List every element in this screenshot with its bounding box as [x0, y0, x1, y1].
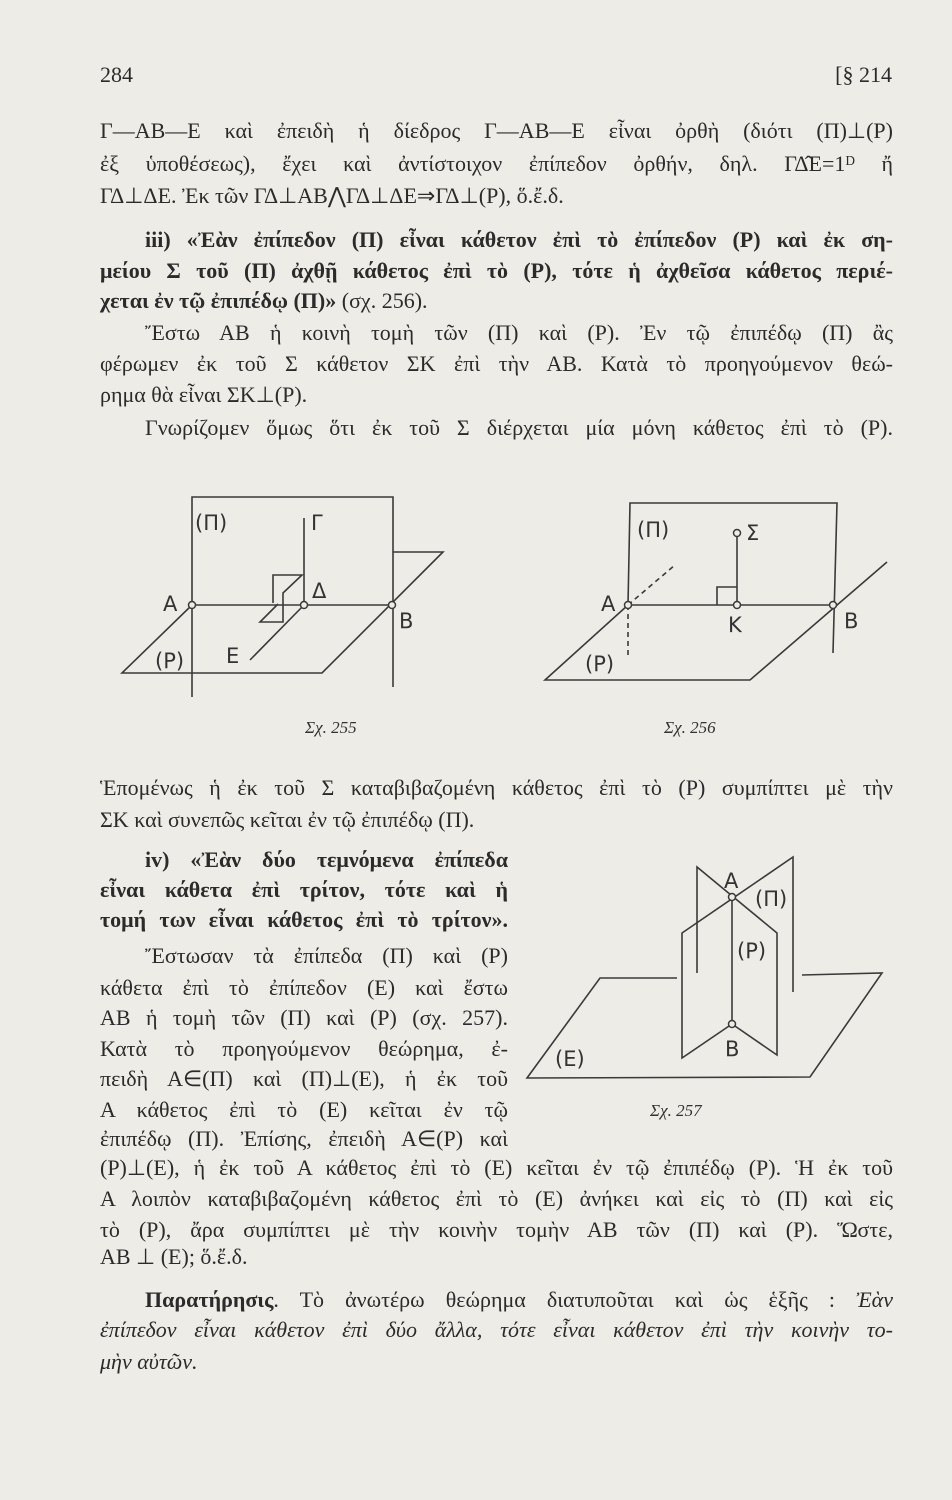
remark-text: . Τὸ ἀνωτέρω θεώρημα διατυποῦται καὶ ὡς ἑξῆς : [273, 1287, 857, 1312]
point-a [625, 602, 632, 609]
label-gamma: Γ [311, 511, 323, 535]
point-k [734, 602, 741, 609]
label-e: Ε [226, 644, 240, 668]
text-line: ΓΔ⊥ΔΕ. Ἐκ τῶν ΓΔ⊥ΑΒ⋀ΓΔ⊥ΔΕ⇒ΓΔ⊥(Ρ), ὅ.ἔ.δ. [100, 183, 564, 208]
theorem-text: χεται ἐν τῷ ἐπιπέδῳ (Π)» [100, 288, 337, 313]
figure-caption: Σχ. 257 [650, 1101, 702, 1120]
label-e: (Ε) [555, 1047, 585, 1071]
label-rho: (Ρ) [585, 652, 615, 676]
text-line: φέρωμεν ἐκ τοῦ Σ κάθετον ΣΚ ἐπὶ τὴν ΑΒ. Κατὰ τὸ προηγούμενον θεώ- [100, 351, 893, 376]
figure-257 [527, 857, 882, 1120]
text-line: Γνωρίζομεν ὅμως ὅτι ἐκ τοῦ Σ διέρχεται μία μόνη κάθετος ἐπὶ τὸ (Ρ). [145, 415, 893, 440]
point-a [729, 894, 736, 901]
label-pi: (Π) [755, 887, 788, 911]
figure-reference: (σχ. 256). [336, 288, 428, 313]
label-a: Α [724, 869, 739, 893]
text-line: Ἔστωσαν τὰ ἐπίπεδα (Π) καὶ (Ρ) [145, 943, 508, 968]
text-line: Ἑπομένως ἡ ἐκ τοῦ Σ καταβιβαζομένη κάθετος ἐπὶ τὸ (Ρ) συμπίπτει μὲ τὴν [100, 775, 893, 800]
point-b [729, 1021, 736, 1028]
text-line: ρημα θὰ εἶναι ΣΚ⊥(Ρ). [100, 382, 308, 407]
label-a: Α [601, 592, 616, 616]
remark-heading: Παρατήρησις [145, 1287, 274, 1312]
remark-line: μὴν αὐτῶν. [100, 1349, 198, 1374]
remark-italic: Ἐὰν [856, 1287, 893, 1312]
point-a [189, 602, 196, 609]
label-k: Κ [728, 613, 742, 637]
point-b [389, 602, 396, 609]
label-b: Β [399, 609, 414, 633]
text-line: ἐξ ὑποθέσεως), ἔχει καὶ ἀντίστοιχον ἐπίπεδον ὀρθήν, δηλ. ΓΔ̂Ε=1ᴰ ἤ [100, 151, 893, 176]
point-b [830, 602, 837, 609]
text-line: (Ρ)⊥(Ε), ἡ ἐκ τοῦ Α κάθετος ἐπὶ τὸ (Ε) κεῖται ἐν τῷ ἐπιπέδῳ (Ρ). Ἡ ἐκ τοῦ [100, 1155, 893, 1180]
text-line: Κατὰ τὸ προηγούμενον θεώρημα, ἐ- [100, 1036, 508, 1061]
label-a: Α [163, 592, 178, 616]
figure-255 [122, 497, 443, 737]
label-delta: Δ [312, 579, 327, 603]
text-line: ΑΒ ⊥ (Ε); ὅ.ἔ.δ. [100, 1244, 248, 1269]
label-rho: (Ρ) [737, 939, 767, 963]
text-line: ἐπιπέδῳ (Π). Ἐπίσης, ἐπειδὴ Α∈(Ρ) καὶ [100, 1126, 508, 1151]
hidden-edge [628, 565, 675, 605]
point-sigma [734, 530, 741, 537]
theorem-line: εἶναι κάθετα ἐπὶ τρίτον, τότε καὶ ἡ [100, 877, 508, 902]
label-rho: (Ρ) [155, 649, 185, 673]
text-line: Α λοιπὸν καταβιβαζομένη κάθετος ἐπὶ τὸ (Ε) ἀνήκει καὶ εἰς τὸ (Π) καὶ εἰς [100, 1186, 893, 1211]
text-line: τὸ (Ρ), ἄρα συμπίπτει μὲ τὴν κοινὴν τομὴν ΑΒ τῶν (Π) καὶ (Ρ). Ὥστε, [100, 1217, 893, 1242]
page-number: 284 [100, 62, 133, 87]
figure-caption: Σχ. 255 [305, 718, 357, 737]
theorem-line: iii) «Ἐὰν ἐπίπεδον (Π) εἶναι κάθετον ἐπὶ τὸ ἐπίπεδον (Ρ) καὶ ἐκ ση- [145, 227, 893, 252]
text-line: πειδὴ Α∈(Π) καὶ (Π)⊥(Ε), ἡ ἐκ τοῦ [100, 1066, 508, 1091]
right-angle-marker [260, 575, 302, 622]
remark-line: ἐπίπεδον εἶναι κάθετον ἐπὶ δύο ἄλλα, τότε εἶναι κάθετον ἐπὶ τὴν κοινὴν το- [100, 1317, 893, 1342]
text-line: ΑΒ ἡ τομὴ τῶν (Π) καὶ (Ρ) (σχ. 257). [100, 1005, 508, 1030]
label-pi: (Π) [195, 511, 228, 535]
text-line: ΣΚ καὶ συνεπῶς κεῖται ἐν τῷ ἐπιπέδῳ (Π). [100, 807, 475, 832]
label-sigma: Σ [746, 521, 760, 545]
theorem-line: μείου Σ τοῦ (Π) ἀχθῇ κάθετος ἐπὶ τὸ (Ρ), τότε ἡ ἀχθεῖσα κάθετος περιέ- [100, 258, 893, 283]
theorem-line: iv) «Ἐὰν δύο τεμνόμενα ἐπίπεδα [145, 847, 508, 872]
label-pi: (Π) [637, 518, 670, 542]
section-marker: [§ 214 [835, 62, 892, 87]
text-line: Γ—ΑΒ—Ε καὶ ἐπειδὴ ἡ δίεδρος Γ—ΑΒ—Ε εἶναι ὀρθὴ (διότι (Π)⊥(Ρ) [100, 118, 893, 143]
point-delta [301, 602, 308, 609]
line-delta-e [250, 605, 304, 660]
figure-256 [545, 503, 887, 737]
text-line: κάθετα ἐπὶ τὸ ἐπίπεδον (Ε) καὶ ἔστω [100, 975, 508, 1000]
text-line: Ἔστω ΑΒ ἡ κοινὴ τομὴ τῶν (Π) καὶ (Ρ). Ἐν τῷ ἐπιπέδῳ (Π) ἂς [145, 320, 893, 345]
label-b: Β [844, 609, 859, 633]
text-line: Α κάθετος ἐπὶ τὸ (Ε) κεῖται ἐν τῷ [100, 1097, 508, 1122]
theorem-line: τομή των εἶναι κάθετος ἐπὶ τὸ τρίτον». [100, 907, 508, 932]
label-b: Β [725, 1037, 740, 1061]
figure-caption: Σχ. 256 [664, 718, 716, 737]
